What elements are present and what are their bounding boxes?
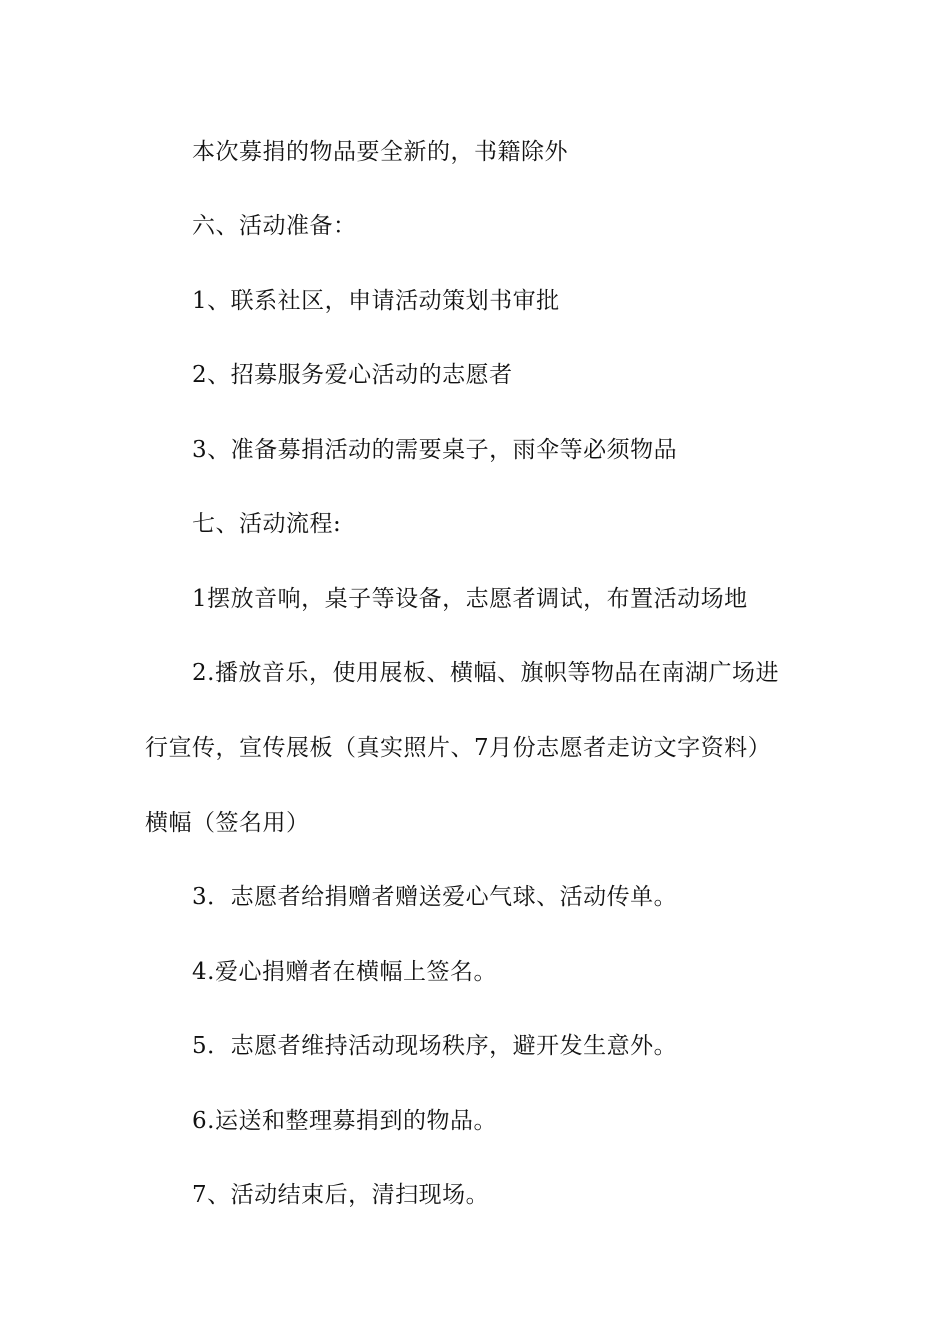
process-step-6: 6.运送和整理募捐到的物品。 xyxy=(192,1108,497,1134)
process-step-2-line-3: 横幅（签名用） xyxy=(145,810,310,836)
process-step-2-line-1: 2.播放音乐，使用展板、横幅、旗帜等物品在南湖广场进 xyxy=(192,660,779,686)
preparation-item-3: 3、准备募捐活动的需要桌子，雨伞等必须物品 xyxy=(192,437,678,463)
process-step-4: 4.爱心捐赠者在横幅上签名。 xyxy=(192,959,497,985)
process-step-1: 1摆放音响，桌子等设备，志愿者调试，布置活动场地 xyxy=(192,586,748,612)
preparation-item-2: 2、招募服务爱心活动的志愿者 xyxy=(192,362,513,388)
process-step-7: 7、活动结束后，清扫现场。 xyxy=(192,1182,490,1208)
preparation-item-1: 1、联系社区，申请活动策划书审批 xyxy=(192,288,560,314)
process-step-5: 5．志愿者维持活动现场秩序，避开发生意外。 xyxy=(192,1033,678,1059)
paragraph-donation-requirement: 本次募捐的物品要全新的，书籍除外 xyxy=(192,139,568,165)
section-heading-process: 七、活动流程: xyxy=(192,511,342,537)
process-step-3: 3．志愿者给捐赠者赠送爱心气球、活动传单。 xyxy=(192,884,678,910)
section-heading-preparation: 六、活动准备： xyxy=(192,213,357,239)
process-step-2-line-2: 行宣传，宣传展板（真实照片、7月份志愿者走访文字资料） xyxy=(145,735,772,761)
